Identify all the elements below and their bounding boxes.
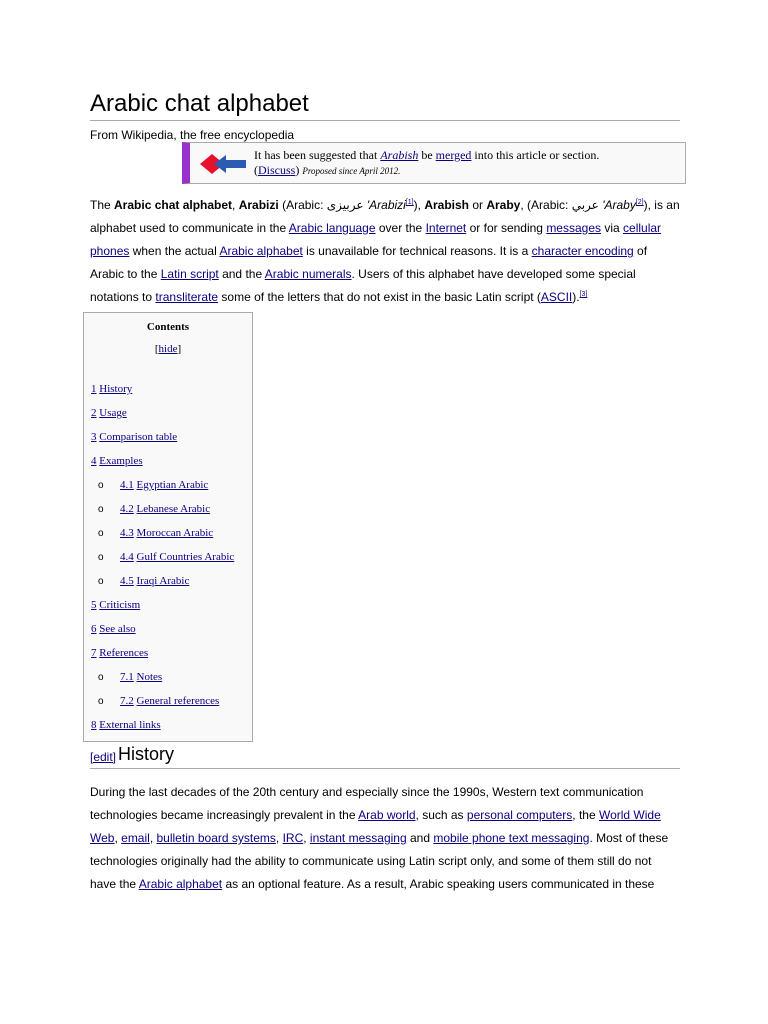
notice-text: be (418, 148, 436, 162)
text: as an optional feature. As a result, Arabic speaking users communicated in these (222, 877, 655, 891)
merge-arrow-icon (200, 152, 250, 176)
site-tagline: From Wikipedia, the free encyclopedia (90, 128, 295, 142)
link-arabic-alphabet-2[interactable]: Arabic alphabet (138, 877, 223, 891)
toc-label[interactable]: History (99, 383, 133, 395)
toc-num[interactable]: 8 (91, 719, 97, 731)
toc-item-history[interactable] (91, 383, 132, 395)
text: some of the letters that do not exist in the basic Latin script ( (218, 290, 541, 304)
toc-num[interactable]: 5 (91, 599, 97, 611)
toc-num[interactable]: 6 (91, 623, 97, 635)
text: or for sending (466, 221, 547, 235)
bracket: ] (177, 343, 182, 355)
text: ), is an alphabet used to communicate in the (90, 198, 680, 235)
text: , (149, 831, 157, 845)
toc-num[interactable]: 3 (91, 431, 97, 443)
toc-num[interactable]: 2 (91, 407, 97, 419)
toc-item-examples[interactable] (91, 455, 143, 467)
toc-label[interactable]: Examples (99, 455, 143, 467)
toc-num[interactable]: 7 (91, 647, 97, 659)
link-bulletin-board-systems[interactable]: bulletin board systems (156, 831, 276, 845)
text: The (90, 198, 115, 212)
edit-section-link[interactable]: [edit] (90, 750, 117, 764)
toc-title: Contents (146, 321, 190, 333)
bullet-marker: o (98, 576, 104, 587)
toc-hide-link[interactable]: hide (158, 343, 178, 355)
text: and (406, 831, 434, 845)
toc-num[interactable]: 4.3 (120, 527, 134, 539)
transliteration: 'Arabizi (366, 198, 406, 212)
toc-item-notes[interactable] (120, 671, 162, 683)
link-cellular-phones[interactable]: cellular phones (90, 221, 662, 258)
toc-label[interactable]: Egyptian Arabic (136, 479, 209, 491)
text: is unavailable for technical reasons. It is a (302, 244, 532, 258)
link-arab-world[interactable]: Arab world (358, 808, 416, 822)
page-title: Arabic chat alphabet (90, 88, 680, 121)
link-discuss[interactable]: Discuss (258, 163, 296, 177)
text: During the last decades of the 20th century and especially since the 1990s, Western text communication technologies became increasingly prevalent in the (90, 785, 644, 822)
notice-text: ( (254, 163, 258, 177)
history-paragraph (90, 781, 680, 896)
link-arabish[interactable]: Arabish (380, 148, 419, 162)
link-transliterate[interactable]: transliterate (155, 290, 219, 304)
toc-num[interactable]: 7.1 (120, 671, 134, 683)
term-bold: Arabish (424, 198, 469, 212)
text: and the (218, 267, 265, 281)
toc-num[interactable]: 4.4 (120, 551, 134, 563)
toc-item-egyptian-arabic[interactable] (120, 479, 208, 491)
link-instant-messaging[interactable]: instant messaging (309, 831, 407, 845)
bullet-marker: o (98, 480, 104, 491)
toc-item-usage[interactable] (91, 407, 127, 419)
toc-num[interactable]: 4 (91, 455, 97, 467)
text: , (303, 831, 310, 845)
toc-num[interactable]: 1 (91, 383, 97, 395)
toc-label[interactable]: Comparison table (99, 431, 178, 443)
text: (Arabic: عربيزى (278, 198, 367, 212)
text: , the (572, 808, 599, 822)
notice-text: ) (295, 163, 300, 177)
link-latin-script[interactable]: Latin script (160, 267, 219, 281)
toc-label[interactable]: External links (99, 719, 161, 731)
toc-label[interactable]: Criticism (99, 599, 141, 611)
bullet-marker: o (98, 528, 104, 539)
link-world-wide-web[interactable]: World Wide Web (90, 808, 661, 845)
toc-label[interactable]: See also (99, 623, 136, 635)
link-character-encoding[interactable]: character encoding (531, 244, 634, 258)
ref-2[interactable]: [2] (635, 199, 644, 206)
term-bold: Arabizi (238, 198, 279, 212)
bullet-marker: o (98, 552, 104, 563)
text: via (601, 221, 624, 235)
toc-label[interactable]: Usage (99, 407, 127, 419)
ref-1[interactable]: [1] (405, 199, 414, 206)
toc-item-iraqi-arabic[interactable] (120, 575, 189, 587)
toc-item-lebanese-arabic[interactable] (120, 503, 210, 515)
toc-label[interactable]: Moroccan Arabic (136, 527, 214, 539)
toc-num[interactable]: 4.2 (120, 503, 134, 515)
bullet-marker: o (98, 504, 104, 515)
link-messages[interactable]: messages (546, 221, 602, 235)
proposed-since: Proposed since April 2012. (302, 166, 401, 176)
bullet-marker: o (98, 696, 104, 707)
text: when the actual (129, 244, 220, 258)
toc-label[interactable]: Iraqi Arabic (136, 575, 190, 587)
text: , (Arabic: عربي (520, 198, 603, 212)
toc-label[interactable]: References (99, 647, 149, 659)
link-ascii[interactable]: ASCII (540, 290, 573, 304)
toc-item-external-links[interactable] (91, 719, 161, 731)
ref-3[interactable]: [3] (579, 291, 588, 298)
notice-text: It has been suggested that (254, 148, 381, 162)
term-bold: Arabic chat alphabet (114, 198, 233, 212)
link-merged[interactable]: merged (435, 148, 472, 162)
bracket: [ (154, 343, 159, 355)
link-arabic-language[interactable]: Arabic language (288, 221, 376, 235)
toc-label[interactable]: Lebanese Arabic (136, 503, 211, 515)
text: ), (413, 198, 425, 212)
text: , (275, 831, 283, 845)
link-arabic-alphabet[interactable]: Arabic alphabet (219, 244, 303, 258)
term-bold: Araby (486, 198, 521, 212)
toc-num[interactable]: 7.2 (120, 695, 134, 707)
toc-label[interactable]: Notes (136, 671, 163, 683)
transliteration: 'Araby (602, 198, 636, 212)
toc-label[interactable]: General references (136, 695, 220, 707)
text: , (114, 831, 122, 845)
text: over the (375, 221, 426, 235)
toc-item-gulf-countries-arabic[interactable] (120, 551, 234, 563)
link-mobile-phone-text-messaging[interactable]: mobile phone text messaging (433, 831, 590, 845)
link-arabic-numerals[interactable]: Arabic numerals (264, 267, 352, 281)
toc-item-see-also[interactable] (91, 623, 136, 635)
toc-num[interactable]: 4.5 (120, 575, 134, 587)
toc-item-criticism[interactable] (91, 599, 140, 611)
section-title: History (118, 744, 175, 764)
merge-notice-text (254, 148, 684, 179)
toc-item-references[interactable] (91, 647, 148, 659)
toc-hide-toggle (84, 343, 252, 355)
link-irc[interactable]: IRC (282, 831, 304, 845)
text: ). (572, 290, 580, 304)
text: , such as (415, 808, 467, 822)
merge-notice-box (182, 142, 686, 184)
link-internet[interactable]: Internet (425, 221, 467, 235)
toc-item-general-references[interactable] (120, 695, 219, 707)
text: . Users of this alphabet have developed some special notations to (90, 267, 636, 304)
toc-label[interactable]: Gulf Countries Arabic (136, 551, 235, 563)
bullet-marker: o (98, 672, 104, 683)
link-personal-computers[interactable]: personal computers (466, 808, 573, 822)
text: or (469, 198, 487, 212)
text: . Most of these technologies originally had the ability to communicate using Latin script only, and some of them still do not have the (90, 831, 669, 891)
notice-text: into this article or section. (471, 148, 600, 162)
toc-item-moroccan-arabic[interactable] (120, 527, 213, 539)
text: of Arabic to the (90, 244, 648, 281)
section-heading-history (90, 742, 680, 769)
link-email[interactable]: email (121, 831, 150, 845)
toc-num[interactable]: 4.1 (120, 479, 134, 491)
text: , (232, 198, 239, 212)
intro-paragraph (90, 194, 680, 309)
toc-item-comparison-table[interactable] (91, 431, 177, 443)
table-of-contents (83, 312, 253, 742)
